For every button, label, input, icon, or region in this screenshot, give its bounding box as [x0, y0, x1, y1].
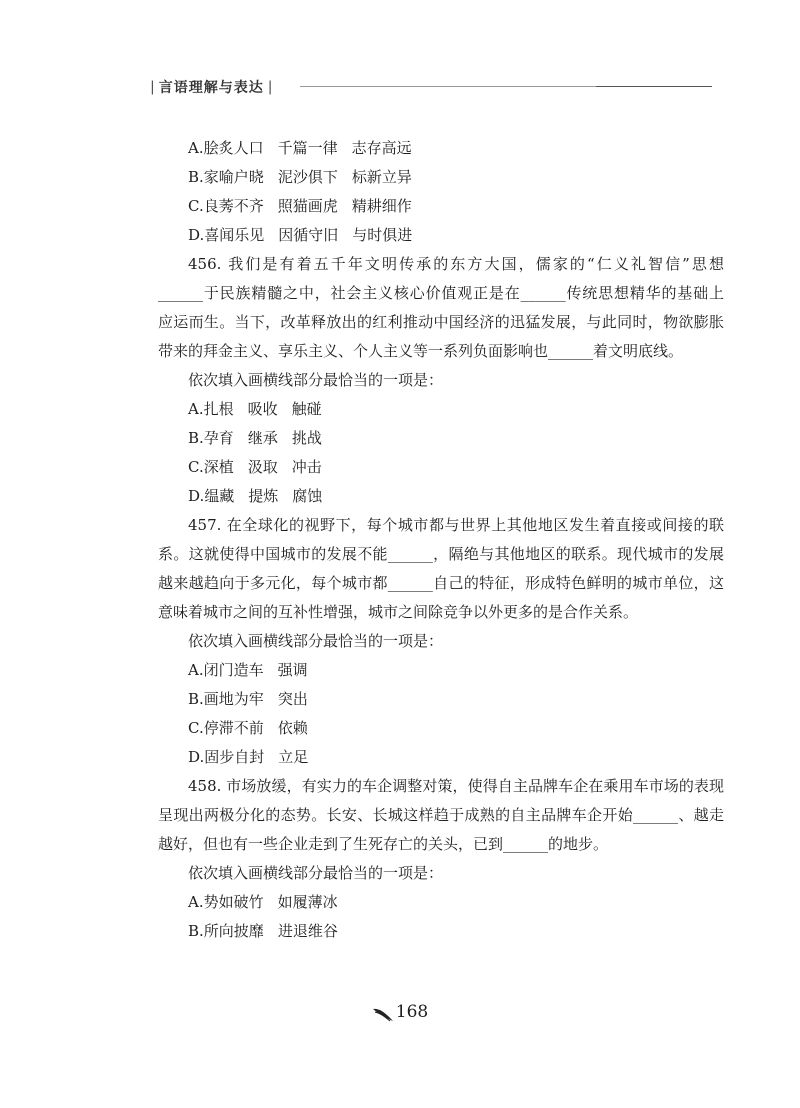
- option-letter: B.: [188, 922, 204, 940]
- option-word: 扎根: [203, 400, 234, 418]
- option-word: 精耕细作: [351, 197, 412, 215]
- option-word: 与时俱进: [352, 226, 413, 244]
- question-prompt: 依次填入画横线部分最恰当的一项是：: [188, 864, 444, 882]
- option-c: [158, 453, 724, 482]
- option-word: 吸收: [247, 400, 278, 418]
- question-text-line: 意味着城市之间的互补性增强，城市之间除竞争以外更多的是合作关系。: [158, 603, 639, 621]
- option-b: [158, 424, 724, 453]
- option-b: [158, 917, 724, 946]
- option-word: 强调: [277, 661, 308, 679]
- option-word: 泥沙俱下: [277, 168, 338, 186]
- question-text-line: 越好，但也有一些企业走到了生死存亡的关头，已到______的地步。: [158, 835, 609, 853]
- question-text-line: 458. 市场放缓，有实力的车企调整对策，使得自主品牌车企在乘用车市场的表现: [188, 777, 724, 795]
- option-word: 千篇一律: [277, 139, 338, 157]
- option-d: [158, 221, 724, 250]
- option-word: 深植: [203, 458, 234, 476]
- option-letter: D.: [188, 748, 205, 766]
- option-letter: C.: [188, 458, 204, 476]
- running-header: [150, 76, 272, 98]
- page-content: [158, 134, 724, 946]
- option-c: [158, 714, 724, 743]
- q458-options: [158, 888, 724, 946]
- question-458: [158, 772, 724, 859]
- option-word: 所向披靡: [203, 922, 264, 940]
- option-word: 冲击: [291, 458, 322, 476]
- question-456: [158, 250, 724, 366]
- option-word: 志存高远: [351, 139, 412, 157]
- option-letter: A.: [188, 139, 204, 157]
- option-word: 标新立异: [351, 168, 412, 186]
- option-a: [158, 134, 724, 163]
- option-a: [158, 395, 724, 424]
- option-letter: D.: [188, 226, 205, 244]
- option-d: [158, 743, 724, 772]
- question-text-line: ______于民族精髓之中，社会主义核心价值观正是在______传统思想精华的基础上: [158, 284, 724, 302]
- option-letter: B.: [188, 429, 204, 447]
- option-letter: A.: [188, 661, 204, 679]
- option-b: [158, 685, 724, 714]
- option-letter: D.: [188, 487, 205, 505]
- question-457: [158, 511, 724, 627]
- q456-options: [158, 395, 724, 511]
- option-letter: C.: [188, 719, 204, 737]
- option-letter: B.: [188, 690, 204, 708]
- section-title: 言语理解与表达: [158, 80, 264, 96]
- option-word: 停滞不前: [203, 719, 264, 737]
- feather-quill-icon: [372, 1006, 394, 1022]
- option-word: 画地为牢: [203, 690, 264, 708]
- option-word: 汲取: [247, 458, 278, 476]
- option-word: 继承: [247, 429, 278, 447]
- option-word: 照猫画虎: [277, 197, 338, 215]
- question-text-line: 系。这就使得中国城市的发展不能______，隔绝与其他地区的联系。现代城市的发展: [158, 545, 724, 563]
- question-text-line: 456. 我们是有着五千年文明传承的东方大国，儒家的“仁义礼智信”思想: [188, 255, 724, 273]
- option-word: 势如破竹: [203, 893, 264, 911]
- option-letter: A.: [188, 893, 204, 911]
- header-left-bar: |: [150, 79, 155, 95]
- option-c: [158, 192, 724, 221]
- option-word: 提炼: [248, 487, 279, 505]
- question-text-line: 越来越趋向于多元化，每个城市都______自己的特征，形成特色鲜明的城市单位，这: [158, 574, 724, 592]
- option-d: [158, 482, 724, 511]
- option-word: 突出: [277, 690, 308, 708]
- option-word: 挑战: [291, 429, 322, 447]
- header-right-bar: |: [267, 79, 273, 95]
- option-a: [158, 656, 724, 685]
- option-word: 缊藏: [204, 487, 235, 505]
- header-rule-accent: [596, 86, 712, 87]
- option-letter: A.: [188, 400, 204, 418]
- page-footer: [0, 1002, 800, 1022]
- page-number: 168: [395, 1002, 429, 1022]
- option-letter: C.: [188, 197, 204, 215]
- question-prompt: 依次填入画横线部分最恰当的一项是：: [188, 632, 444, 650]
- question-text-line: 457. 在全球化的视野下，每个城市都与世界上其他地区发生着直接或间接的联: [188, 516, 724, 534]
- option-word: 进退维谷: [277, 922, 338, 940]
- q455-options: [158, 134, 724, 250]
- question-text-line: 应运而生。当下，改革释放出的红利推动中国经济的迅猛发展，与此同时，物欲膨胀: [158, 313, 724, 331]
- q457-options: [158, 656, 724, 772]
- option-word: 立足: [278, 748, 309, 766]
- option-word: 因循守旧: [278, 226, 339, 244]
- option-word: 闭门造车: [203, 661, 264, 679]
- option-b: [158, 163, 724, 192]
- option-word: 触碰: [291, 400, 322, 418]
- option-word: 孕育: [203, 429, 234, 447]
- question-prompt: 依次填入画横线部分最恰当的一项是：: [188, 371, 444, 389]
- question-text-line: 带来的拜金主义、享乐主义、个人主义等一系列负面影响也______着文明底线。: [158, 342, 684, 360]
- question-text-line: 呈现出两极分化的态势。长安、长城这样趋于成熟的自主品牌车企开始______、越走: [158, 806, 724, 824]
- option-word: 良莠不齐: [203, 197, 264, 215]
- option-word: 腐蚀: [292, 487, 323, 505]
- option-word: 家喻户晓: [203, 168, 264, 186]
- option-a: [158, 888, 724, 917]
- option-word: 依赖: [277, 719, 308, 737]
- option-word: 如履薄冰: [277, 893, 338, 911]
- option-letter: B.: [188, 168, 204, 186]
- option-word: 喜闻乐见: [204, 226, 265, 244]
- option-word: 脍炙人口: [203, 139, 264, 157]
- option-word: 固步自封: [204, 748, 265, 766]
